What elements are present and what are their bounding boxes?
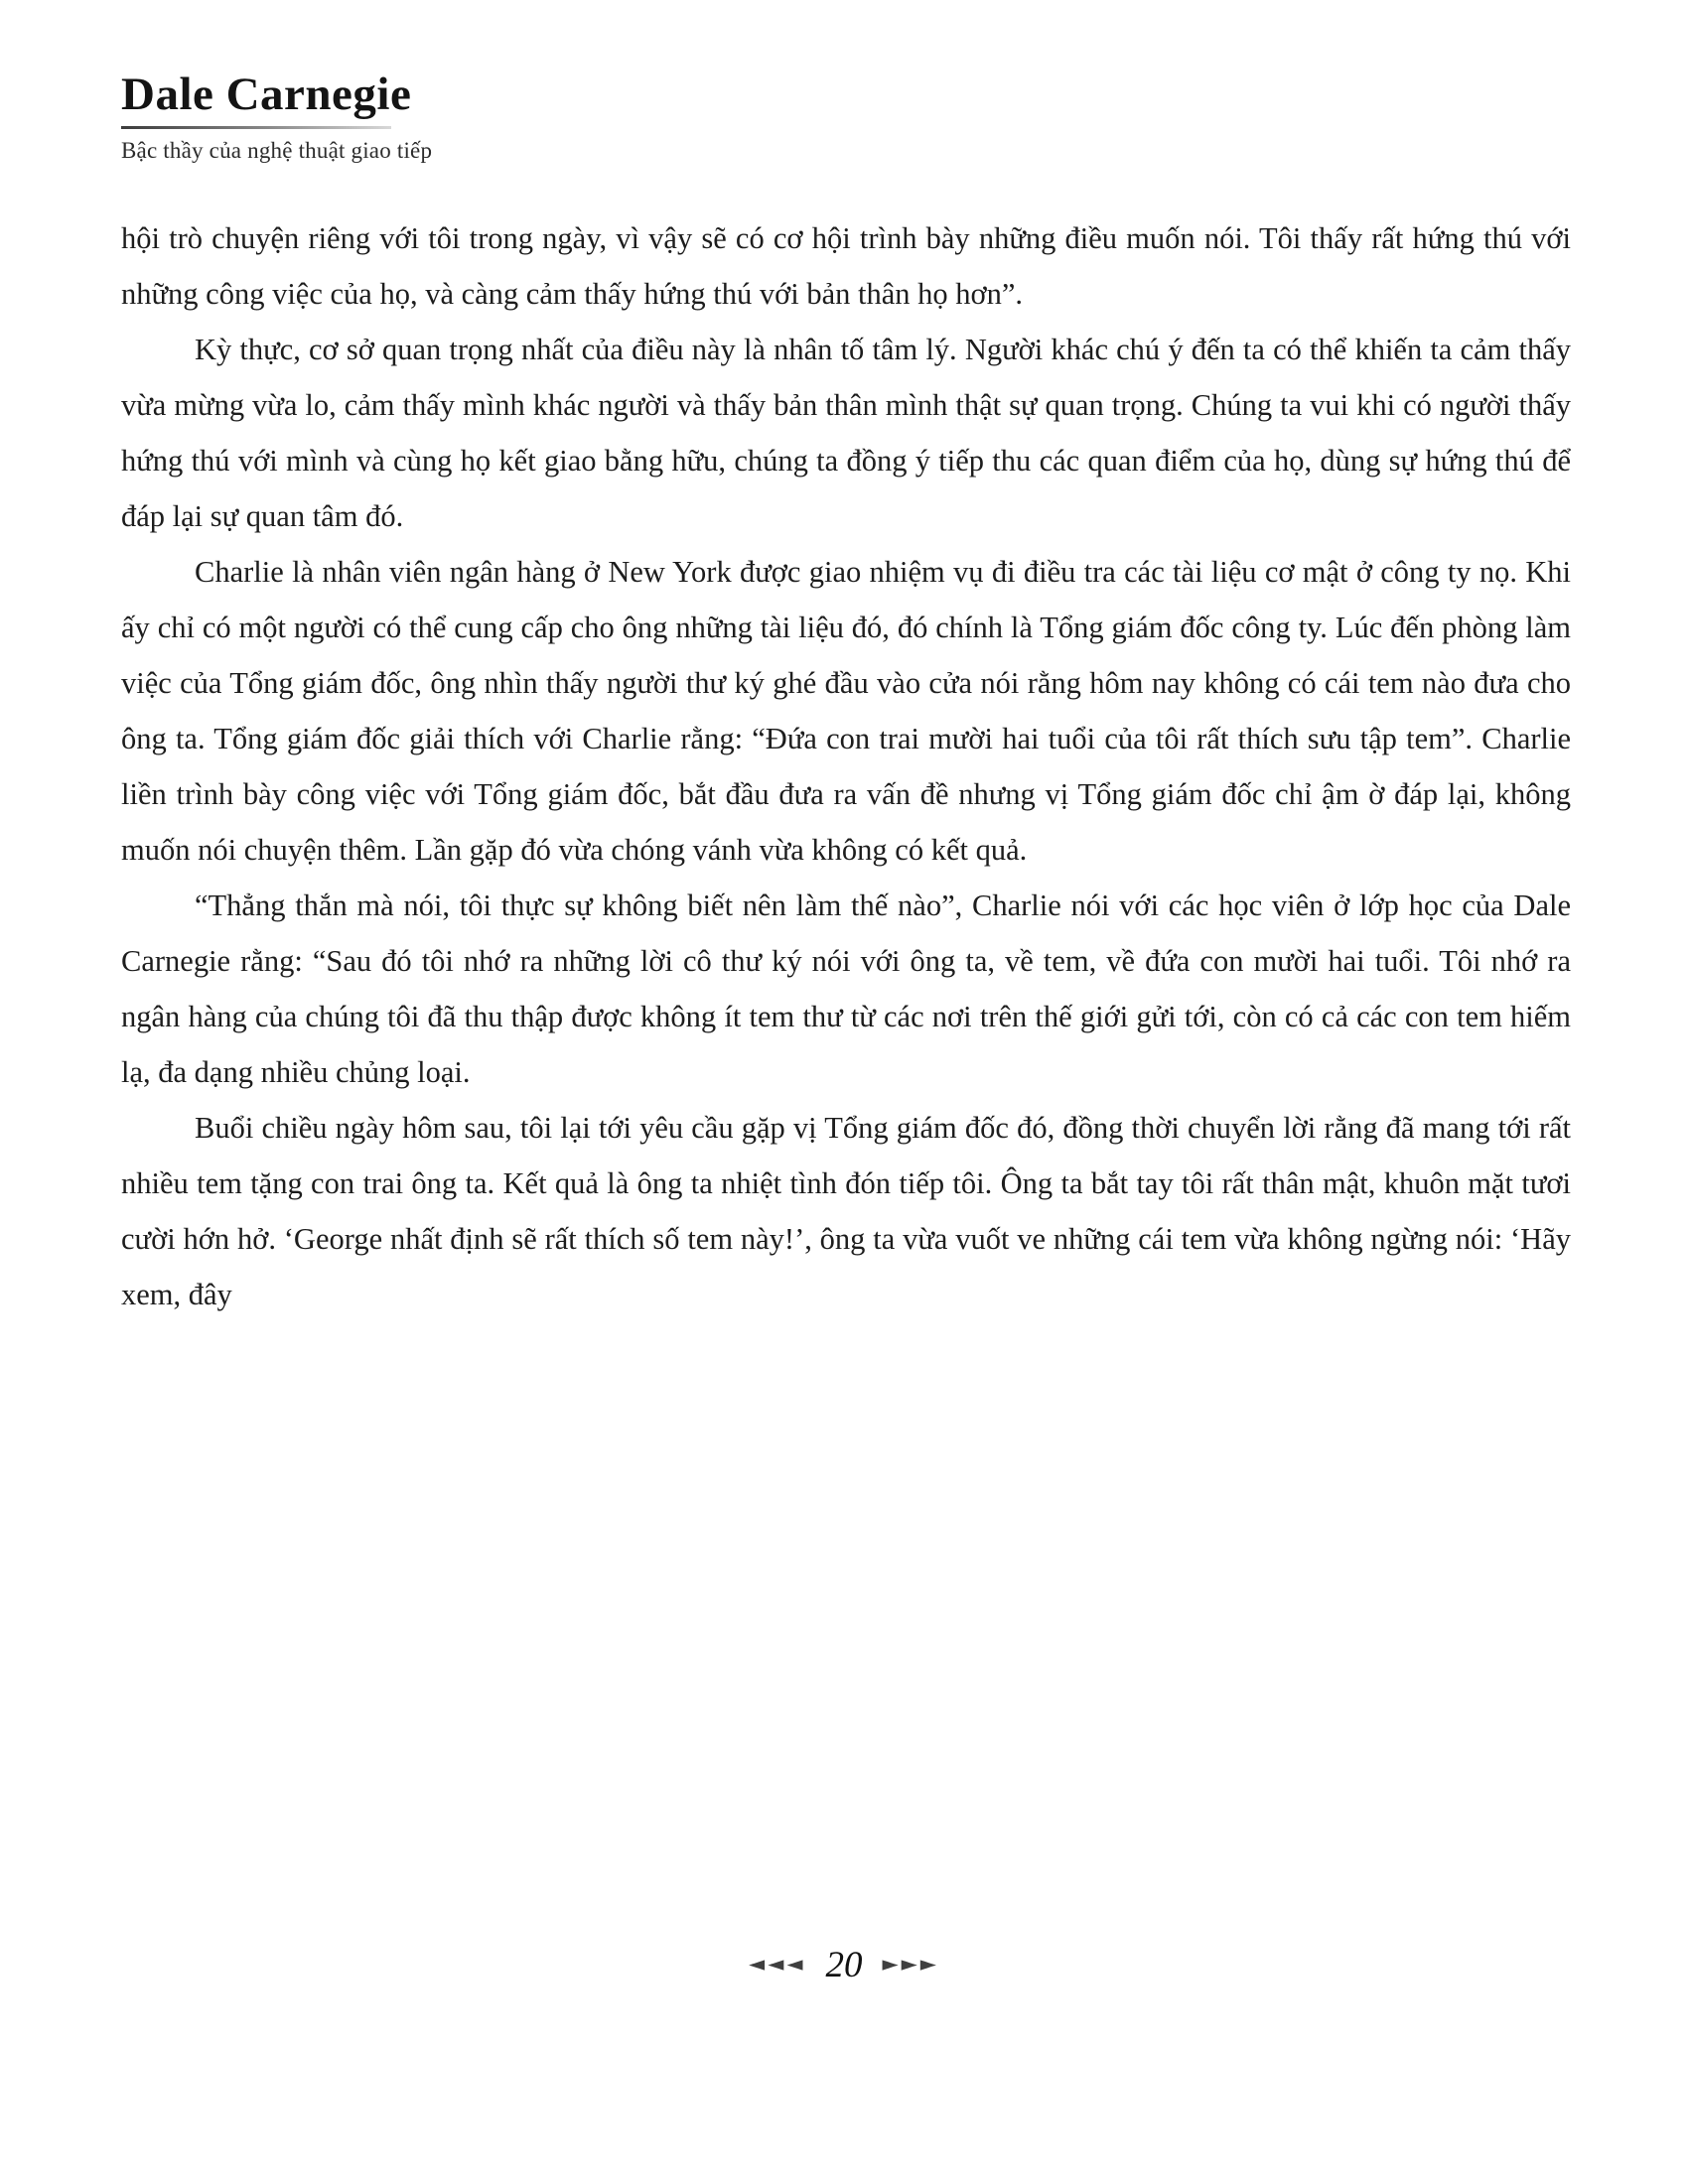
left-arrows-icon: ◄◄◄ <box>749 1952 806 1976</box>
page-number: 20 <box>825 1945 863 1985</box>
right-arrows-icon: ►►► <box>882 1952 939 1976</box>
body-text <box>121 210 1571 1322</box>
page-footer <box>0 1944 1688 1986</box>
paragraph: Buổi chiều ngày hôm sau, tôi lại tới yêu cầu gặp vị Tổng giám đốc đó, đồng thời chuyển lời rằng đã mang tới rất nhiều tem tặng con trai ông ta. Kết quả là ông ta nhiệt tình đón tiếp tôi. Ông ta bắt tay tôi rất thân mật, khuôn mặt tươi cười hớn hở. ‘George nhất định sẽ rất thích số tem này!’, ông ta vừa vuốt ve những cái tem vừa không ngừng nói: ‘Hãy xem, đây <box>121 1111 1571 1311</box>
paragraph: Charlie là nhân viên ngân hàng ở New York được giao nhiệm vụ đi điều tra các tài liệu cơ mật ở công ty nọ. Khi ấy chỉ có một người có thể cung cấp cho ông những tài liệu đó, đó chính là Tổng giám đốc công ty. Lúc đến phòng làm việc của Tổng giám đốc, ông nhìn thấy người thư ký ghé đầu vào cửa nói rằng hôm nay không có cái tem nào đưa cho ông ta. Tổng giám đốc giải thích với Charlie rằng: “Đứa con trai mười hai tuổi của tôi rất thích sưu tập tem”. Charlie liền trình bày công việc với Tổng giám đốc, bắt đầu đưa ra vấn đề nhưng vị Tổng giám đốc chỉ ậm ờ đáp lại, không muốn nói chuyện thêm. Lần gặp đó vừa chóng vánh vừa không có kết quả. <box>121 555 1571 867</box>
author-title: Dale Carnegie <box>121 68 412 120</box>
paragraph: hội trò chuyện riêng với tôi trong ngày, vì vậy sẽ có cơ hội trình bày những điều muốn nói. Tôi thấy rất hứng thú với những công việc của họ, và càng cảm thấy hứng thú với bản thân họ hơn”. <box>121 221 1571 311</box>
author-subtitle: Bậc thầy của nghệ thuật giao tiếp <box>121 137 433 163</box>
page-header <box>121 69 432 164</box>
header-divider-rule <box>121 126 391 129</box>
paragraph: “Thẳng thắn mà nói, tôi thực sự không biết nên làm thế nào”, Charlie nói với các học viên ở lớp học của Dale Carnegie rằng: “Sau đó tôi nhớ ra những lời cô thư ký nói với ông ta, về tem, về đứa con mười hai tuổi. Tôi nhớ ra ngân hàng của chúng tôi đã thu thập được không ít tem thư từ các nơi trên thế giới gửi tới, còn có cả các con tem hiếm lạ, đa dạng nhiều chủng loại. <box>121 888 1571 1089</box>
paragraph: Kỳ thực, cơ sở quan trọng nhất của điều này là nhân tố tâm lý. Người khác chú ý đến ta có thể khiến ta cảm thấy vừa mừng vừa lo, cảm thấy mình khác người và thấy bản thân mình thật sự quan trọng. Chúng ta vui khi có người thấy hứng thú với mình và cùng họ kết giao bằng hữu, chúng ta đồng ý tiếp thu các quan điểm của họ, dùng sự hứng thú để đáp lại sự quan tâm đó. <box>121 333 1571 533</box>
